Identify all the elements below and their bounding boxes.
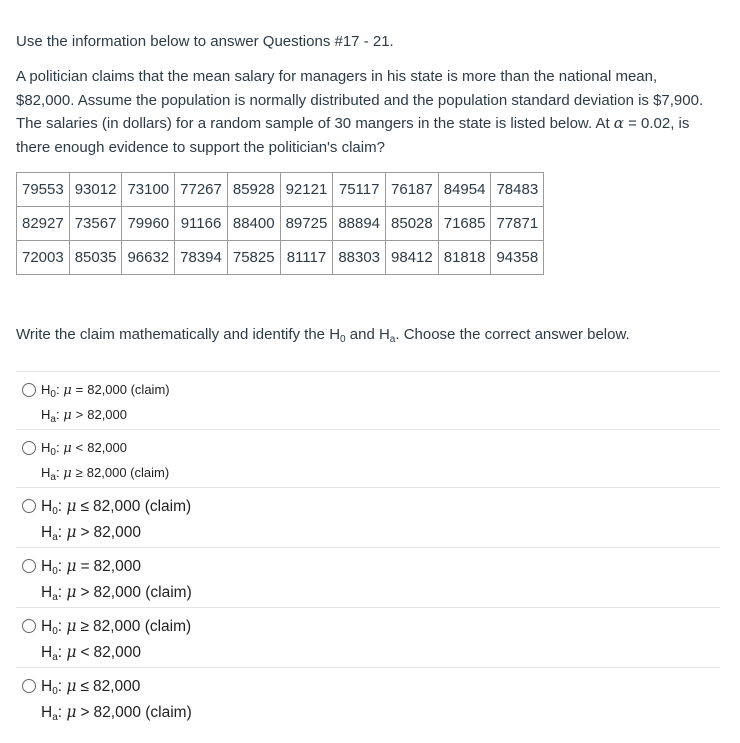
- null-hypothesis: [41, 676, 192, 702]
- hypothesis-subscript: 0: [50, 389, 56, 400]
- hypothesis-label: H: [41, 498, 53, 515]
- mu-symbol: μ: [66, 677, 77, 695]
- question-text: . Choose the correct answer below.: [395, 326, 630, 343]
- hypothesis-value: 82,000 (claim): [93, 584, 192, 601]
- mu-symbol: μ: [66, 643, 77, 661]
- table-cell: 75117: [333, 173, 386, 207]
- radio-button[interactable]: [22, 559, 36, 573]
- mu-symbol: μ: [63, 441, 72, 456]
- table-cell: 71685: [438, 207, 491, 241]
- hypothesis-separator: :: [57, 584, 67, 601]
- hypothesis-value: 82,000: [92, 678, 141, 695]
- mu-symbol: μ: [66, 583, 77, 601]
- table-cell: 93012: [69, 173, 122, 207]
- hypothesis-subscript: 0: [50, 447, 56, 458]
- mu-symbol: μ: [66, 703, 77, 721]
- option-divider: [16, 547, 720, 548]
- question-text: and H: [345, 326, 390, 343]
- option-hypotheses: [41, 438, 169, 488]
- comparison-operator: =: [75, 382, 84, 397]
- problem-text-end: = 0.02, is there enough evidence to support the politician's claim?: [16, 115, 690, 156]
- hypothesis-label: H: [41, 465, 51, 480]
- hypothesis-subscript: 0: [52, 566, 58, 577]
- option-divider: [16, 487, 720, 488]
- option-divider: [16, 667, 720, 668]
- table-cell: 85035: [69, 241, 122, 275]
- comparison-operator: ≥: [80, 618, 89, 635]
- radio-button[interactable]: [22, 383, 36, 397]
- option-hypotheses: [41, 496, 191, 548]
- option-divider: [16, 607, 720, 608]
- hypothesis-subscript: 0: [52, 626, 58, 637]
- table-row: [17, 207, 544, 241]
- alternative-hypothesis: [41, 582, 192, 608]
- hypothesis-value: 82,000: [93, 524, 141, 541]
- mu-symbol: μ: [63, 383, 72, 398]
- hypothesis-value: 82,000: [87, 407, 127, 422]
- mu-symbol: μ: [63, 408, 72, 423]
- table-cell: 96632: [122, 241, 175, 275]
- question-prompt: [16, 324, 726, 351]
- hypothesis-value: 82,000 (claim): [86, 465, 170, 480]
- hypothesis-value: 82,000: [93, 644, 141, 661]
- hypothesis-separator: :: [57, 644, 67, 661]
- mu-symbol: μ: [66, 557, 77, 575]
- table-cell: 75825: [227, 241, 280, 275]
- table-cell: 73567: [69, 207, 122, 241]
- table-cell: 89725: [280, 207, 333, 241]
- table-cell: 98412: [386, 241, 439, 275]
- alternative-hypothesis: [41, 405, 170, 430]
- mu-symbol: μ: [66, 523, 77, 541]
- table-cell: 81117: [280, 241, 333, 275]
- hypothesis-label: H: [41, 704, 53, 721]
- h0-subscript: 0: [340, 334, 346, 345]
- problem-statement: [16, 65, 716, 159]
- table-cell: 82927: [17, 207, 70, 241]
- comparison-operator: <: [80, 644, 90, 661]
- table-cell: 92121: [280, 173, 333, 207]
- comparison-operator: <: [75, 440, 84, 455]
- hypothesis-label: H: [41, 678, 53, 695]
- hypothesis-separator: :: [55, 407, 64, 422]
- alternative-hypothesis: [41, 702, 192, 728]
- hypothesis-label: H: [41, 407, 51, 422]
- question-text: Write the claim mathematically and identify the H: [16, 326, 341, 343]
- hypothesis-separator: :: [55, 465, 64, 480]
- table-cell: 91166: [175, 207, 228, 241]
- comparison-operator: >: [80, 704, 90, 721]
- table-cell: 79553: [17, 173, 70, 207]
- instructions-text: Use the information below to answer Questions #17 - 21.: [16, 33, 394, 50]
- hypothesis-subscript: a: [52, 532, 58, 543]
- option-hypotheses: [41, 676, 192, 728]
- ha-subscript: a: [389, 334, 396, 345]
- comparison-operator: >: [80, 524, 90, 541]
- table-cell: 88400: [227, 207, 280, 241]
- table-cell: 85028: [386, 207, 439, 241]
- hypothesis-label: H: [41, 618, 53, 635]
- hypothesis-subscript: a: [50, 414, 56, 425]
- alternative-hypothesis: [41, 642, 191, 668]
- hypothesis-subscript: 0: [52, 686, 58, 697]
- table-cell: 77871: [491, 207, 544, 241]
- hypothesis-value: 82,000 (claim): [92, 618, 192, 635]
- table-cell: 94358: [491, 241, 544, 275]
- alternative-hypothesis: [41, 463, 169, 488]
- option-divider: [16, 371, 720, 372]
- hypothesis-label: H: [41, 558, 53, 575]
- table-cell: 81818: [438, 241, 491, 275]
- hypothesis-subscript: a: [52, 652, 58, 663]
- alternative-hypothesis: [41, 522, 191, 548]
- radio-button[interactable]: [22, 499, 36, 513]
- comparison-operator: ≤: [80, 498, 89, 515]
- hypothesis-label: H: [41, 524, 53, 541]
- hypothesis-label: H: [41, 644, 53, 661]
- table-cell: 85928: [227, 173, 280, 207]
- comparison-operator: >: [80, 584, 90, 601]
- comparison-operator: =: [80, 558, 90, 575]
- mu-symbol: μ: [66, 617, 77, 635]
- hypothesis-label: H: [41, 584, 53, 601]
- comparison-operator: >: [75, 407, 84, 422]
- null-hypothesis: [41, 438, 169, 463]
- hypothesis-subscript: a: [50, 472, 56, 483]
- table-row: [17, 241, 544, 275]
- table-cell: 79960: [122, 207, 175, 241]
- null-hypothesis: [41, 496, 191, 522]
- hypothesis-value: 82,000: [87, 440, 127, 455]
- table-cell: 76187: [386, 173, 439, 207]
- comparison-operator: ≥: [75, 465, 83, 480]
- problem-text: A politician claims that the mean salary for managers in his state is more than the national mean, $82,000. Assume the population is normally distributed and the population standard deviation is $7,900. The salaries (in dollars) for a random sample of 30 mangers in the state is listed below. At: [16, 68, 704, 132]
- hypothesis-label: H: [41, 440, 51, 455]
- table-cell: 78394: [175, 241, 228, 275]
- hypothesis-value: 82,000 (claim): [87, 382, 170, 397]
- table-cell: 88303: [333, 241, 386, 275]
- option-hypotheses: [41, 616, 191, 668]
- table-cell: 78483: [491, 173, 544, 207]
- hypothesis-separator: :: [57, 498, 67, 515]
- hypothesis-separator: :: [55, 382, 64, 397]
- table-cell: 73100: [122, 173, 175, 207]
- hypothesis-separator: :: [57, 524, 67, 541]
- null-hypothesis: [41, 556, 192, 582]
- option-hypotheses: [41, 556, 192, 608]
- hypothesis-separator: :: [57, 618, 67, 635]
- table-cell: 77267: [175, 173, 228, 207]
- radio-button[interactable]: [22, 441, 36, 455]
- table-row: [17, 173, 544, 207]
- alpha-symbol: α: [613, 114, 624, 132]
- option-divider: [16, 429, 720, 430]
- hypothesis-subscript: a: [52, 592, 58, 603]
- hypothesis-label: H: [41, 382, 51, 397]
- hypothesis-separator: :: [55, 440, 64, 455]
- hypothesis-value: 82,000 (claim): [92, 498, 192, 515]
- salary-table: [16, 172, 544, 275]
- null-hypothesis: [41, 616, 191, 642]
- option-hypotheses: [41, 380, 170, 430]
- hypothesis-separator: :: [57, 678, 67, 695]
- hypothesis-separator: :: [57, 704, 67, 721]
- table-cell: 84954: [438, 173, 491, 207]
- hypothesis-value: 82,000: [93, 558, 141, 575]
- radio-button[interactable]: [22, 619, 36, 633]
- hypothesis-separator: :: [57, 558, 67, 575]
- null-hypothesis: [41, 380, 170, 405]
- radio-button[interactable]: [22, 679, 36, 693]
- hypothesis-value: 82,000 (claim): [93, 704, 192, 721]
- hypothesis-subscript: a: [52, 712, 58, 723]
- table-cell: 72003: [17, 241, 70, 275]
- table-cell: 88894: [333, 207, 386, 241]
- comparison-operator: ≤: [80, 678, 89, 695]
- mu-symbol: μ: [66, 497, 77, 515]
- hypothesis-subscript: 0: [52, 506, 58, 517]
- mu-symbol: μ: [63, 466, 72, 481]
